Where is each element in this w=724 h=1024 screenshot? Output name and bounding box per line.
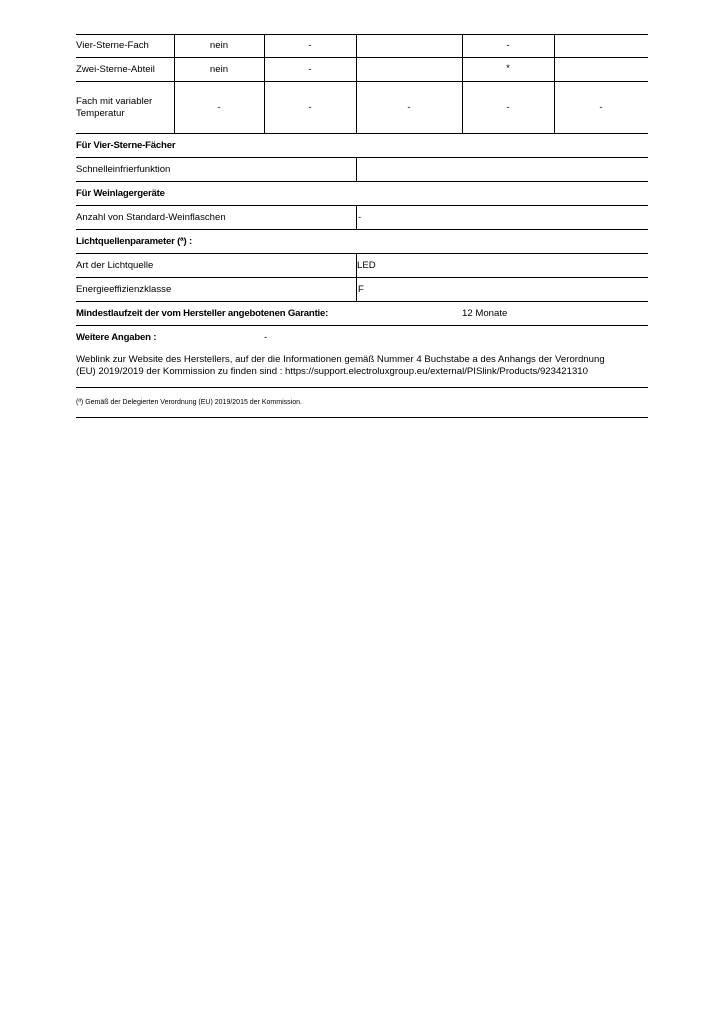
table-cell	[554, 58, 648, 81]
table-row-quick-freeze	[76, 158, 648, 182]
table-cell: *	[506, 63, 510, 74]
section-title: Für Weinlagergeräte	[76, 187, 165, 199]
row-label: Anzahl von Standard-Weinflaschen	[76, 211, 226, 223]
table-cell: -	[407, 101, 411, 113]
row-label: Vier-Sterne-Fach	[76, 40, 149, 51]
section-title: Für Vier-Sterne-Fächer	[76, 139, 176, 151]
section-title: Lichtquellenparameter (ª) :	[76, 235, 192, 247]
spec-sheet	[76, 34, 648, 418]
row-label: Schnelleinfrierfunktion	[76, 163, 171, 175]
table-cell	[356, 58, 462, 81]
table-row-wine-bottles	[76, 206, 648, 230]
further-label: Weitere Angaben :	[76, 332, 157, 343]
section-heading-wine	[76, 182, 648, 206]
row-label: Energieeffizienzklasse	[76, 283, 172, 295]
table-row-energy-class	[76, 278, 648, 302]
table-cell: -	[308, 40, 312, 51]
table-row-light-type	[76, 254, 648, 278]
table-cell: -	[308, 63, 312, 75]
row-label: Fach mit variabler Temperatur	[76, 95, 153, 119]
section-heading-four-star	[76, 134, 648, 158]
footnote-text: (ª) Gemäß der Delegierten Verordnung (EU) 2019/2015 der Kommission.	[76, 398, 302, 406]
row-label: Mindestlaufzeit der vom Hersteller angebotenen Garantie:	[76, 307, 329, 319]
table-cell	[356, 158, 648, 181]
table-cell: -	[217, 101, 221, 113]
table-cell: F	[358, 283, 364, 295]
table-cell	[356, 35, 462, 57]
section-heading-light-source	[76, 230, 648, 254]
row-label: Art der Lichtquelle	[76, 259, 154, 271]
table-row-warranty	[76, 302, 648, 326]
table-cell: -	[599, 101, 603, 113]
table-row-four-star-compartment	[76, 34, 648, 58]
table-cell	[554, 35, 648, 57]
further-value: -	[264, 332, 268, 343]
table-cell: -	[506, 101, 510, 113]
table-cell: nein	[209, 63, 229, 75]
weblink-line-2: (EU) 2019/2019 der Kommission zu finden sind : https://support.electroluxgroup.eu/external/PISlink/Products/923421310	[76, 366, 588, 377]
table-cell: -	[308, 101, 312, 113]
further-information	[76, 326, 648, 388]
weblink-line-1: Weblink zur Website des Herstellers, auf der die Informationen gemäß Nummer 4 Buchstabe a des Anhangs der Verordnung	[76, 354, 605, 365]
table-cell: LED	[357, 259, 376, 271]
table-cell: -	[506, 40, 510, 51]
table-row-variable-temperature-compartment	[76, 82, 648, 134]
footnote	[76, 388, 648, 418]
table-cell: nein	[209, 40, 229, 51]
table-cell: -	[358, 211, 362, 223]
table-row-two-star-compartment	[76, 58, 648, 82]
row-label: Zwei-Sterne-Abteil	[76, 63, 155, 75]
warranty-value: 12 Monate	[462, 307, 508, 319]
